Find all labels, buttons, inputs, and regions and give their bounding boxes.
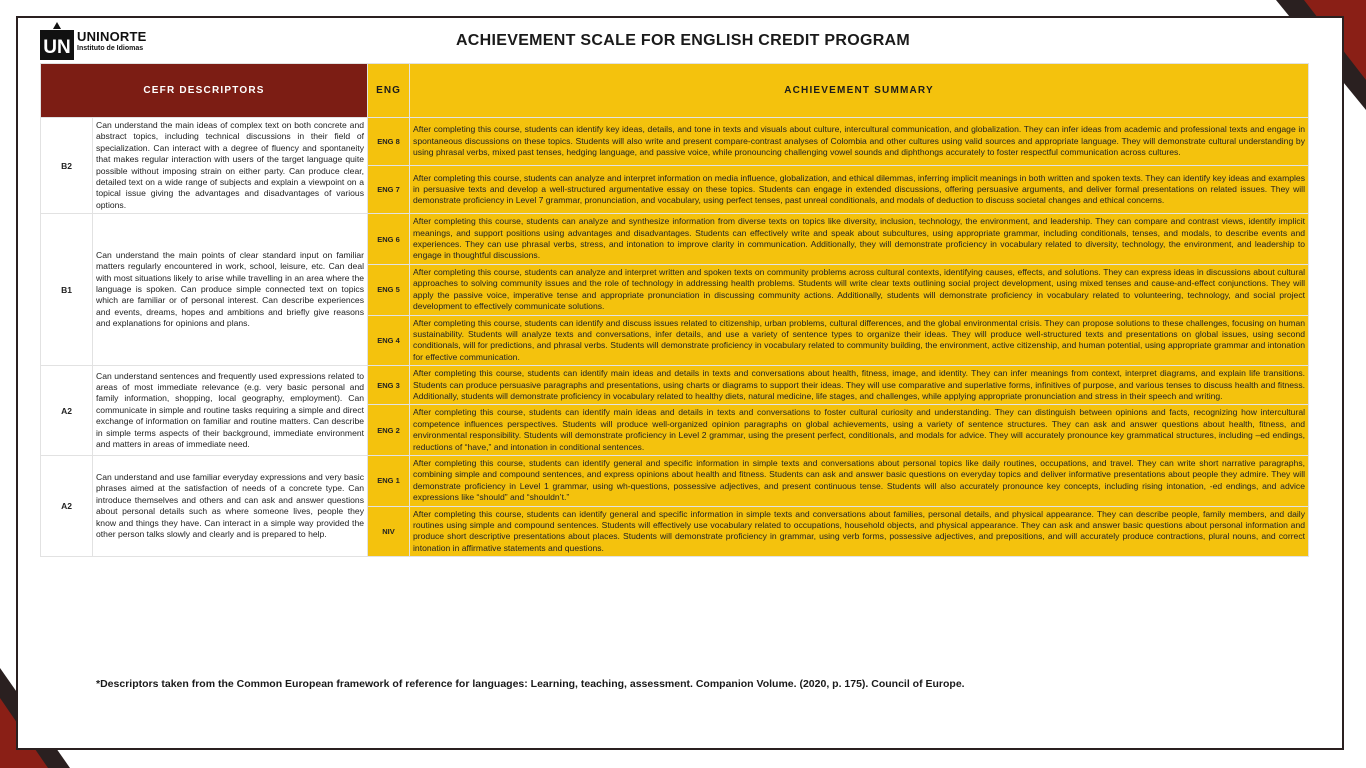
summary-cell: After completing this course, students can identify general and specific information in simple texts and conversations about families, personal details, and physical appearance. They can describe people, family members, and daily routines using simple and compound sentences. Students will effectively use vocabulary related to occupations, household objects, and physical appearance. They can ask and answer basic questions about personal information and produce short descriptive presentations about places. Students will demonstrate proficiency in grammar, using verb forms, possessive adjectives, and prepositions, and will accurately produce contractions, plural nouns, and correct intonation in affirmative statements and questions. bbox=[410, 506, 1309, 557]
eng-cell: ENG 5 bbox=[368, 264, 410, 315]
table-row bbox=[41, 366, 1309, 405]
summary-cell: After completing this course, students can analyze and interpret written and spoken texts on community problems across cultural contexts, identifying causes, effects, and solutions. They can express ideas in discussions about cultural approaches to solving community issues and the role of technology in addressing health problems. Students will write clear texts outlining social project development, using mixed tenses and cause-and-effect conjunctions. They will apply the passive voice, imperative tense and appropriate pronunciation in discussing community actions. Additionally, students will demonstrate proficiency in vocabulary related to volunteering, technology, and social project development to effectively communicate solutions. bbox=[410, 264, 1309, 315]
descriptor-cell: Can understand the main ideas of complex text on both concrete and abstract topics, including technical discussions in their field of specialization. Can interact with a degree of fluency and spontaneity that makes regular interaction with users of the target language quite possible without imposing strain on either party. Can produce clear, detailed text on a wide range of subjects and explain a viewpoint on a topical issue giving the advantages and disadvantages of various options. bbox=[93, 118, 368, 214]
header-achievement-summary: ACHIEVEMENT SUMMARY bbox=[410, 64, 1309, 118]
logo-letters: UN bbox=[43, 37, 71, 58]
descriptor-cell: Can understand the main points of clear standard input on familiar matters regularly encountered in work, school, leisure, etc. Can deal with most situations likely to arise while travelling in an area where the language is spoken. Can produce simple connected text on topics which are familiar or of personal interest. Can describe experiences and events, dreams, hopes and ambitions and briefly give reasons and explanations for opinions and plans. bbox=[93, 214, 368, 366]
level-cell: B2 bbox=[41, 118, 93, 214]
table-header-row bbox=[41, 64, 1309, 118]
eng-cell: ENG 2 bbox=[368, 405, 410, 456]
eng-cell: ENG 1 bbox=[368, 455, 410, 506]
descriptor-cell: Can understand sentences and frequently used expressions related to areas of most immediate relevance (e.g. very basic personal and family information, shopping, local geography, employment). Can communicate in simple and routine tasks requiring a simple and direct exchange of information on familiar and routine matters. Can describe in simple terms aspects of their background, immediate environment and matters in areas of immediate need. bbox=[93, 366, 368, 456]
eng-cell: ENG 6 bbox=[368, 214, 410, 265]
table-row bbox=[41, 118, 1309, 166]
summary-cell: After completing this course, students can identify key ideas, details, and tone in texts and visuals about culture, intercultural communication, and globalization. They can infer ideas from academic and professional texts and engage in spontaneous discussions on these topics. Students will also write and present compare-contrast analyses of Colombia and other cultures using valid sources and appropriate language. They will demonstrate cultural understanding by using phrasal verbs, mixed past tenses, hedging language, and passive voice, while pronouncing challenging vowel sounds and diphthongs accurately to foster respectful communication across cultures. bbox=[410, 118, 1309, 166]
header-eng: ENG bbox=[368, 64, 410, 118]
page-title: ACHIEVEMENT SCALE FOR ENGLISH CREDIT PROGRAM bbox=[455, 32, 911, 49]
summary-cell: After completing this course, students can analyze and interpret information on media influence, globalization, and ethical dilemmas, inferring implicit meanings in both written and spoken texts. They can identify key ideas and examples in persuasive texts and develop a well-structured argumentative essay on these topics. Students can engage in extended discussions, offering persuasive arguments, and deliver formal presentations on related issues. They will demonstrate proficiency in Level 7 grammar, pronunciation, and vocabulary, using perfect tenses, past unreal conditionals, and modals of deduction to discuss societal changes and ethical concerns. bbox=[410, 166, 1309, 214]
summary-cell: After completing this course, students can analyze and synthesize information from diverse texts on topics like diversity, inclusion, technology, the environment, and leadership. They can compare and contrast views, identify implicit meanings, and support positions using advantages and disadvantages. Students can effectively write and speak about subcultures, using appropriate grammar, including conditionals, tenses, and modals, to describe events and experiences. They can use phrasal verbs, stress, and intonation to improve clarity in communication. Additionally, they will demonstrate proficiency in vocabulary related to diversity, technology, the environment, and leadership to engage in thoughtful discussions. bbox=[410, 214, 1309, 265]
summary-cell: After completing this course, students can identify and discuss issues related to citizenship, urban problems, cultural differences, and the global environmental crisis. They can propose solutions to these challenges, focusing on human sustainability. Students will analyze texts and conversations, infer details, and use a variety of sentence types to organize their ideas. They will produce well-structured texts and presentations on global issues, using second conditionals, will for predictions, and phrasal verbs. Students will demonstrate proficiency in vocabulary related to community building, the environment, active citizenship, and human potential, using appropriate grammar and intonation for effective communication. bbox=[410, 315, 1309, 366]
achievement-table bbox=[40, 63, 1309, 557]
eng-cell: ENG 4 bbox=[368, 315, 410, 366]
eng-cell: ENG 3 bbox=[368, 366, 410, 405]
footnote: *Descriptors taken from the Common European framework of reference for languages: Learning, teaching, assessment. Companion Volume. (2020, p. 175). Council of Europe. bbox=[96, 678, 965, 690]
eng-cell: ENG 8 bbox=[368, 118, 410, 166]
summary-cell: After completing this course, students can identify main ideas and details in texts and conversations to foster cultural curiosity and understanding. They can distinguish between opinions and facts, recognizing how intercultural competence influences perspectives. Students will produce well-organized opinion paragraphs on global achievements, using a variety of sentence structures. They can ask and answer questions about health, fitness, and environmental responsibility. Students will demonstrate proficiency in Level 2 grammar, using the present perfect, conditionals, and modals for advice. They will accurately pronounce key grammatical structures, including –ed endings, reductions of “have,” and intonation in conditional sentences. bbox=[410, 405, 1309, 456]
level-cell: A2 bbox=[41, 366, 93, 456]
header-cefr-descriptors: CEFR DESCRIPTORS bbox=[41, 64, 368, 118]
table-row bbox=[41, 455, 1309, 506]
summary-cell: After completing this course, students can identify general and specific information in simple texts and conversations about personal topics like daily routines, occupations, and travel. They can write short narrative paragraphs, combining simple and compound sentences, and express opinions about health and fitness. Students can ask and answer basic questions on everyday topics and deliver informative presentations about people they admire. They will demonstrate proficiency in Level 1 grammar, using wh-questions, possessive adjectives, and present continuous tense. Students will also accurately pronounce key concepts, including rising intonation, -ed endings, and advice expressions like “should” and “shouldn’t.” bbox=[410, 455, 1309, 506]
logo-subtitle: Instituto de Idiomas bbox=[77, 45, 144, 52]
eng-cell: ENG 7 bbox=[368, 166, 410, 214]
descriptor-cell: Can understand and use familiar everyday expressions and very basic phrases aimed at the satisfaction of needs of a concrete type. Can introduce themselves and others and can ask and answer questions about personal details such as where someone lives, people they know and things they have. Can interact in a simple way provided the other person talks slowly and clearly and is prepared to help. bbox=[93, 455, 368, 556]
logo-name: UNINORTE bbox=[77, 29, 147, 44]
level-cell: B1 bbox=[41, 214, 93, 366]
table-row bbox=[41, 214, 1309, 265]
summary-cell: After completing this course, students can identify main ideas and details in texts and conversations about health, fitness, image, and identity. They can infer meanings from context, interpret diagrams, and explain life transitions. Students can produce persuasive paragraphs and presentations, using charts or diagrams to support their ideas. They will use comparative and superlative forms, infinitives of purpose, and various tenses to discuss health and fitness. Additionally, students will demonstrate proficiency in vocabulary related to healthy diets, natural medicine, life stages, and challenges, while applying appropriate pronunciation and stress in their speech and writing. bbox=[410, 366, 1309, 405]
level-cell: A2 bbox=[41, 455, 93, 556]
eng-cell: NIV bbox=[368, 506, 410, 557]
